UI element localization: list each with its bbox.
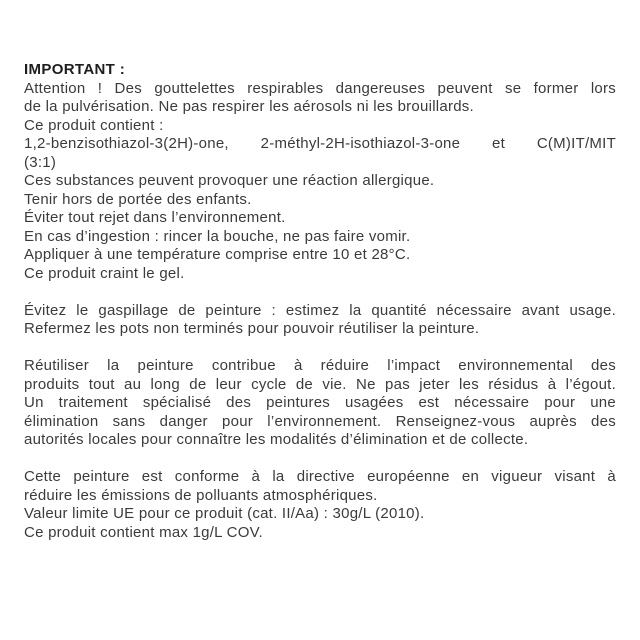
- paragraph-voc-compliance: [24, 468, 616, 542]
- text-line: de la pulvérisation. Ne pas respirer les aérosols ni les brouillards.: [24, 98, 474, 115]
- text-line: produits tout au long de leur cycle de vie. Ne pas jeter les résidus à l’égout.: [24, 375, 616, 393]
- text-line: réduire les émissions de polluants atmosphériques.: [24, 486, 378, 504]
- text-line: Refermez les pots non terminés pour pouvoir réutiliser la peinture.: [24, 320, 480, 337]
- text-line: Éviter tout rejet dans l’environnement.: [24, 209, 286, 226]
- text-line: élimination sans danger pour l’environnement. Renseignez-vous auprès des: [24, 412, 616, 430]
- text-line: Tenir hors de portée des enfants.: [24, 190, 252, 208]
- text-line: 1,2-benzisothiazol-3(2H)-one, 2-méthyl-2H-isothiazol-3-one et C(M)IT/MIT: [24, 135, 616, 152]
- text-line: Ce produit craint le gel.: [24, 264, 185, 282]
- text-line: Un traitement spécialisé des peintures usagées est nécessaire pour une: [24, 394, 616, 411]
- text-line: Réutiliser la peinture contribue à réduire l’impact environnemental des: [24, 357, 616, 374]
- text-line: Cette peinture est conforme à la directive européenne en vigueur visant à: [24, 468, 616, 485]
- text-line: Ces substances peuvent provoquer une réaction allergique.: [24, 172, 435, 189]
- text-line: Ce produit contient :: [24, 116, 164, 134]
- text-line: Appliquer à une température comprise entre 10 et 28°C.: [24, 246, 411, 263]
- important-heading: IMPORTANT :: [24, 61, 126, 78]
- paragraph-reuse-and-disposal: [24, 357, 616, 450]
- text-line: (3:1): [24, 153, 57, 171]
- paragraph-waste-avoidance: [24, 302, 616, 339]
- text-line: autorités locales pour connaître les modalités d’élimination et de collecte.: [24, 431, 529, 448]
- text-line: Évitez le gaspillage de peinture : estimez la quantité nécessaire avant usage.: [24, 301, 616, 319]
- text-line: En cas d’ingestion : rincer la bouche, ne pas faire vomir.: [24, 227, 411, 245]
- text-line: Attention ! Des gouttelettes respirables dangereuses peuvent se former lors: [24, 79, 616, 97]
- text-line: Valeur limite UE pour ce produit (cat. II/Aa) : 30g/L (2010).: [24, 505, 425, 522]
- paragraph-hazard-warnings: [24, 61, 616, 283]
- text-line: Ce produit contient max 1g/L COV.: [24, 523, 263, 541]
